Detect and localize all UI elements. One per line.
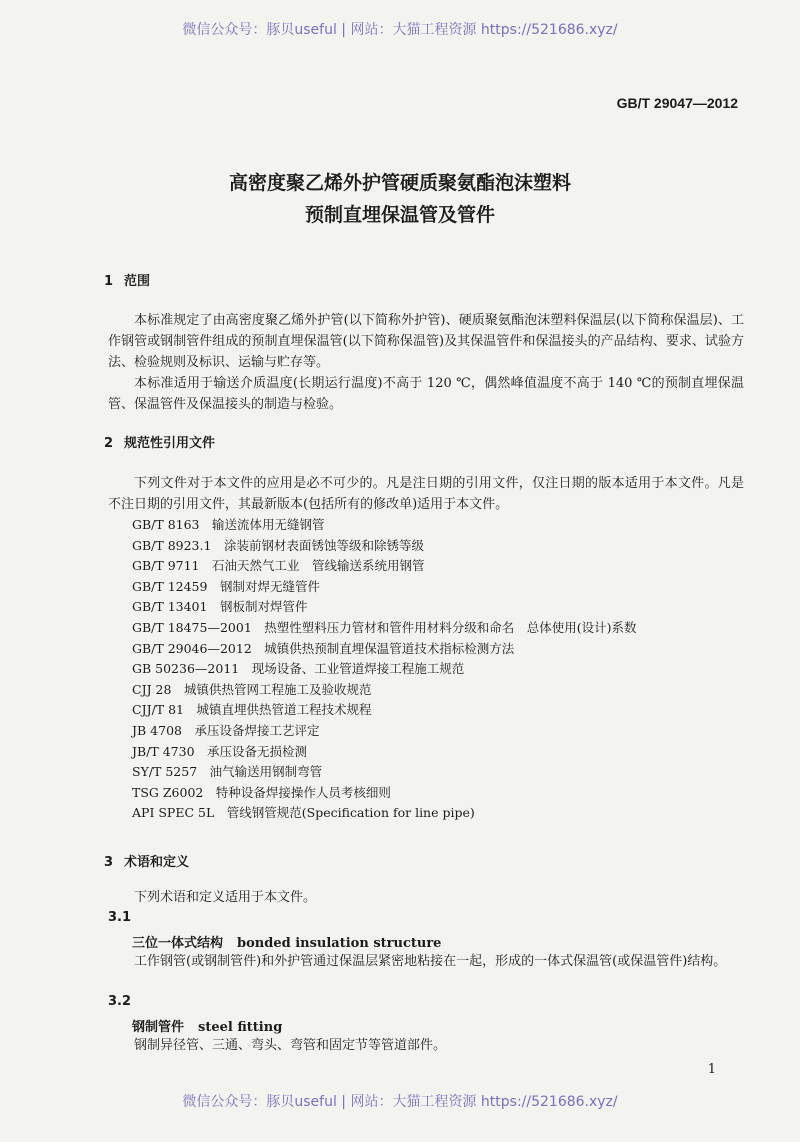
- reference-name: 油气输送用钢制弯管: [209, 764, 323, 780]
- section-2-heading: [104, 432, 215, 451]
- reference-code: API SPEC 5L: [132, 805, 215, 821]
- reference-name: 承压设备焊接工艺评定: [194, 722, 320, 738]
- reference-code: GB 50236—2011: [132, 661, 240, 677]
- reference-code: GB/T 8163: [132, 517, 200, 532]
- section-1-heading: [104, 270, 150, 289]
- reference-name: 输送流体用无缝钢管: [212, 517, 325, 532]
- reference-code: TSG Z6002: [132, 784, 204, 800]
- term-english: bonded insulation structure: [237, 936, 442, 951]
- reference-code: GB/T 29046—2012: [132, 640, 252, 656]
- reference-code: JB 4708: [132, 722, 182, 738]
- title-line-1: 高密度聚乙烯外护管硬质聚氨酯泡沫塑料: [228, 172, 571, 194]
- title-line-2: 预制直埋保温管及管件: [304, 204, 495, 226]
- reference-name: 城镇供热管网工程施工及验收规范: [183, 681, 372, 697]
- reference-code: CJJ/T 81: [132, 702, 185, 718]
- section-3-intro: 下列术语和定义适用于本文件。: [134, 890, 317, 905]
- reference-item: [132, 700, 637, 721]
- reference-code: SY/T 5257: [132, 764, 198, 780]
- reference-list: [132, 515, 637, 824]
- watermark-top: 微信公众号：豚贝useful | 网站：大猫工程资源 https://521686.xyz/: [182, 22, 618, 38]
- section-1-paragraph-1: 本标准规定了由高密度聚乙烯外护管(以下简称外护管)、硬质聚氨酯泡沫塑料保温层(以下简称保温层)、工作钢管或钢制管件组成的预制直埋保温管(以下简称保温管)及其保温管件和保温接头的产品结构、要求、试验方法、检验规则及标识、运输与贮存等。: [108, 313, 744, 370]
- section-number: 3: [104, 855, 114, 870]
- reference-item: [132, 577, 637, 598]
- reference-item: [132, 536, 637, 557]
- reference-item: [132, 618, 637, 639]
- term-english: steel fitting: [198, 1020, 283, 1035]
- reference-code: GB/T 18475—2001: [132, 619, 252, 635]
- section-number: 1: [104, 274, 114, 289]
- reference-code: GB/T 9711: [132, 558, 200, 574]
- section-title: 范围: [124, 274, 151, 289]
- reference-item: [132, 742, 637, 763]
- standard-number: GB/T 29047—2012: [616, 95, 738, 111]
- reference-item: [132, 659, 637, 680]
- term-number: 3.2: [108, 994, 132, 1009]
- section-title: 术语和定义: [124, 855, 190, 870]
- reference-name: 管线钢管规范(Specification for line pipe): [226, 805, 475, 821]
- reference-item: [132, 556, 637, 577]
- reference-item: [132, 783, 637, 804]
- reference-item: [132, 803, 637, 824]
- reference-item: [132, 721, 637, 742]
- reference-item: [132, 762, 637, 783]
- section-3-heading: [104, 851, 189, 870]
- reference-code: GB/T 8923.1: [132, 537, 212, 553]
- reference-code: GB/T 13401: [132, 599, 208, 615]
- term-definition: 工作钢管(或钢制管件)和外护管通过保温层紧密地粘接在一起，形成的一体式保温管(或保温管件)结构。: [134, 954, 727, 969]
- term-chinese: 三位一体式结构: [132, 936, 224, 951]
- section-number: 2: [104, 436, 114, 451]
- term-definition: 钢制异径管、三通、弯头、弯管和固定节等管道部件。: [134, 1038, 447, 1053]
- watermark-bottom: 微信公众号：豚贝useful | 网站：大猫工程资源 https://521686.xyz/: [182, 1094, 618, 1110]
- page-number: 1: [707, 1062, 716, 1077]
- reference-code: JB/T 4730: [132, 743, 195, 759]
- section-1-paragraph-2: 本标准适用于输送介质温度(长期运行温度)不高于 120 ℃，偶然峰值温度不高于 140 ℃的预制直埋保温管、保温管件及保温接头的制造与检验。: [108, 376, 744, 412]
- reference-name: 石油天然气工业 管线输送系统用钢管: [212, 558, 425, 574]
- reference-name: 钢板制对焊管件: [219, 599, 308, 615]
- reference-name: 特种设备焊接操作人员考核细则: [215, 784, 391, 800]
- term-heading: [132, 932, 441, 951]
- section-title: 规范性引用文件: [124, 436, 216, 451]
- reference-code: GB/T 12459: [132, 578, 208, 594]
- reference-item: [132, 680, 637, 701]
- document-title: [0, 167, 800, 231]
- reference-item: [132, 639, 637, 660]
- term-number: 3.1: [108, 910, 132, 925]
- reference-code: CJJ 28: [132, 681, 172, 697]
- term-heading: [132, 1016, 282, 1035]
- reference-name: 涂装前钢材表面锈蚀等级和除锈等级: [223, 537, 424, 553]
- reference-name: 钢制对焊无缝管件: [219, 578, 320, 594]
- reference-name: 承压设备无损检测: [207, 743, 308, 759]
- reference-name: 现场设备、工业管道焊接工程施工规范: [251, 661, 465, 677]
- reference-name: 城镇供热预制直埋保温管道技术指标检测方法: [264, 640, 515, 656]
- reference-name: 热塑性塑料压力管材和管件用材料分级和命名 总体使用(设计)系数: [264, 619, 637, 635]
- reference-item: [132, 597, 637, 618]
- reference-name: 城镇直埋供热管道工程技术规程: [196, 702, 372, 718]
- section-2-intro: 下列文件对于本文件的应用是必不可少的。凡是注日期的引用文件，仅注日期的版本适用于本文件。凡是不注日期的引用文件，其最新版本(包括所有的修改单)适用于本文件。: [108, 476, 744, 512]
- term-chinese: 钢制管件: [132, 1020, 185, 1035]
- reference-item: [132, 515, 637, 536]
